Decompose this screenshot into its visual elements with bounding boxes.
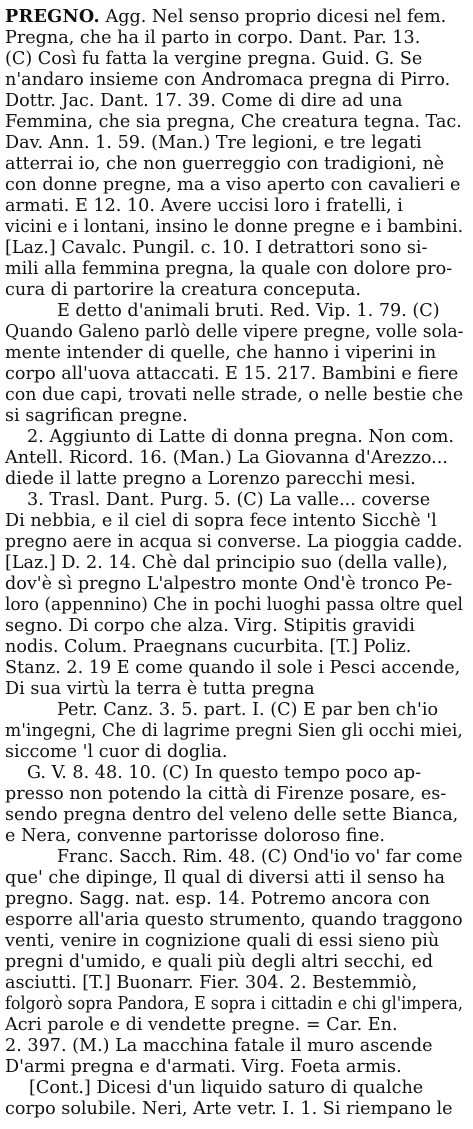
entry-line: pregno aere in acqua si converse. La pioggia cadde.: [5, 532, 463, 552]
entry-line: corpo all'uova attaccati. E 15. 217. Bambini e fiere: [5, 364, 459, 384]
entry-line: m'ingegni, Che di lagrime pregni Sien gli occhi miei,: [5, 721, 463, 741]
entry-line: esporre all'aria questo strumento, quando traggono: [5, 910, 463, 930]
entry-line: G. V. 8. 48. 10. (C) In questo tempo poco ap-: [27, 763, 422, 783]
entry-line: Di sua virtù la terra è tutta pregna: [5, 679, 315, 699]
entry-line: corpo solubile. Neri, Arte vetr. I. 1. Si riempano le: [5, 1099, 453, 1119]
entry-line: venti, venire in cognizione quali di essi sieno più: [5, 931, 440, 951]
entry-line: mente intender di quelle, che hanno i viperini in: [5, 343, 437, 363]
entry-line: Quando Galeno parlò delle vipere pregne, volle sola-: [5, 322, 463, 342]
entry-line: pregni d'umido, e quali più degli altri secchi, ed: [5, 952, 433, 972]
entry-line: vicini e i lontani, insino le donne pregne e i bambini.: [5, 217, 463, 237]
entry-line: con due capi, trovati nelle strade, o nelle bestie che: [5, 385, 463, 405]
entry-line: dov'è sì pregno L'alpestro monte Ond'è tronco Pe-: [5, 574, 453, 594]
entry-line: e Nera, convenne partorisse doloroso fine.: [5, 826, 385, 846]
entry-line: [Laz.] D. 2. 14. Chè dal principio suo (della valle),: [5, 553, 448, 573]
entry-line: 3. Trasl. Dant. Purg. 5. (C) La valle... coverse: [27, 490, 431, 510]
entry-line: E detto d'animali bruti. Red. Vip. 1. 79. (C): [57, 301, 440, 321]
entry-line: Franc. Sacch. Rim. 48. (C) Ond'io vo' far come: [57, 847, 463, 867]
entry-line: si sagrifican pregne.: [5, 406, 188, 426]
headword: PREGNO.: [5, 6, 100, 27]
entry-line: que' che dipinge, Il qual di diversi atti il senso ha: [5, 868, 445, 888]
entry-line: [Laz.] Cavalc. Pungil. c. 10. I detrattori sono si-: [5, 238, 428, 258]
entry-line: PREGNO. Agg. Nel senso proprio dicesi nel fem.: [5, 6, 447, 27]
entry-line: cura di partorire la creatura conceputa.: [5, 280, 361, 300]
entry-line: atterrai io, che non guerreggio con tradigioni, nè: [5, 154, 445, 174]
entry-line: sendo pregna dentro del veleno delle sette Bianca,: [5, 805, 459, 825]
entry-line: Acri parole e di vendette pregne. = Car. En.: [5, 1015, 398, 1035]
entry-line: diede il latte pregno a Lorenzo parecchi mesi.: [5, 469, 416, 489]
entry-line: Stanz. 2. 19 E come quando il sole i Pesci accende,: [5, 658, 461, 678]
entry-line: loro (appennino) Che in pochi luoghi passa oltre quel: [5, 595, 463, 615]
entry-line: con donne pregne, ma a viso aperto con cavalieri e: [5, 175, 461, 195]
entry-line: Dav. Ann. 1. 59. (Man.) Tre legioni, e tre legati: [5, 133, 422, 153]
entry-line: pregno. Sagg. nat. esp. 14. Potremo ancora con: [5, 889, 430, 909]
entry-line: Antell. Ricord. 16. (Man.) La Giovanna d'Arezzo...: [5, 448, 448, 468]
entry-line: Dottr. Jac. Dant. 17. 39. Come di dire ad una: [5, 91, 403, 111]
entry-line: armati. E 12. 10. Avere uccisi loro i fratelli, i: [5, 196, 403, 216]
entry-line: nodis. Colum. Praegnans cucurbita. [T.] Poliz.: [5, 637, 412, 657]
entry-line: Pregna, che ha il parto in corpo. Dant. Par. 13.: [5, 28, 421, 48]
entry-line: Femmina, che sia pregna, Che creatura tegna. Tac.: [5, 112, 462, 132]
entry-line: mili alla femmina pregna, la quale con dolore pro-: [5, 259, 453, 279]
entry-line: 2. Aggiunto di Latte di donna pregna. Non com.: [27, 427, 455, 447]
entry-line: n'andaro insieme con Andromaca pregna di Pirro.: [5, 70, 451, 90]
entry-line: siccome 'l cuor di doglia.: [5, 742, 228, 762]
entry-line: segno. Di corpo che alza. Virg. Stipitis gravidi: [5, 616, 415, 636]
entry-line: [Cont.] Dicesi d'un liquido saturo di qualche: [29, 1078, 424, 1098]
entry-line: presso non potendo la città di Firenze posare, es-: [5, 784, 447, 804]
entry-line: folgorò sopra Pandora, E sopra i cittadin e chi gl'impera,: [5, 994, 463, 1014]
entry-line: Petr. Canz. 3. 5. part. I. (C) E par ben ch'io: [57, 700, 439, 720]
entry-line: 2. 397. (M.) La macchina fatale il muro ascende: [5, 1036, 433, 1056]
entry-line: asciutti. [T.] Buonarr. Fier. 304. 2. Bestemmiò,: [5, 973, 418, 993]
entry-line: (C) Così fu fatta la vergine pregna. Guid. G. Se: [5, 49, 423, 69]
entry-line: Di nebbia, e il ciel di sopra fece intento Sicchè 'l: [5, 511, 437, 531]
entry-line: D'armi pregna e d'armati. Virg. Foeta armis.: [5, 1057, 402, 1077]
